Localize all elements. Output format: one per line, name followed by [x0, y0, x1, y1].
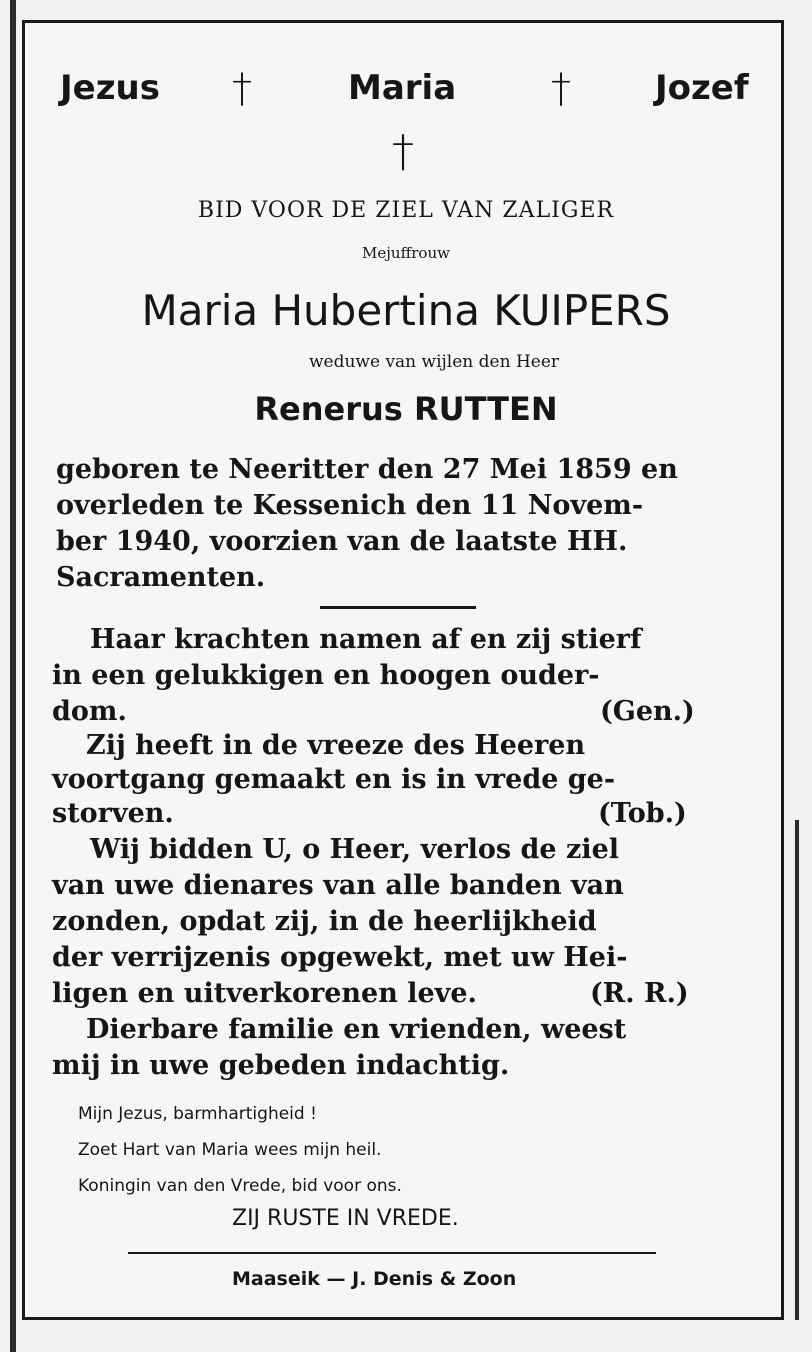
quote-line: mij in uwe gebeden indachtig.	[52, 1050, 510, 1081]
quote-line: Wij bidden U, o Heer, verlos de ziel	[90, 834, 620, 865]
quote-source: (R. R.)	[590, 978, 689, 1009]
deceased-name: Maria Hubertina KUIPERS	[141, 286, 671, 335]
biography-line: overleden te Kessenich den 11 Novem-	[56, 490, 644, 521]
spouse-name: Renerus RUTTEN	[254, 390, 558, 428]
quote-line: van uwe dienares van alle banden van	[52, 870, 624, 901]
invocation-jezus: Jezus	[60, 68, 160, 108]
closing-line: ZIJ RUSTE IN VREDE.	[232, 1206, 459, 1231]
biography-line: geboren te Neeritter den 27 Mei 1859 en	[56, 454, 678, 485]
relation-line: weduwe van wijlen den Heer	[308, 352, 560, 372]
cross-icon: †	[392, 126, 414, 177]
quote-line: storven.	[52, 798, 174, 829]
quote-line: der verrijzenis opgewekt, met uw Hei-	[52, 942, 628, 973]
quote-line: Zij heeft in de vreeze des Heeren	[86, 730, 586, 761]
invocation-jozef: Jozef	[655, 68, 749, 108]
quote-line: Haar krachten namen af en zij stierf	[90, 624, 642, 655]
invocation-maria: Maria	[348, 68, 457, 108]
cross-icon: †	[232, 66, 252, 112]
divider	[320, 606, 476, 609]
biography-line: Sacramenten.	[56, 562, 266, 593]
quote-line: ligen en uitverkorenen leve.	[52, 978, 477, 1009]
quote-source: (Gen.)	[600, 696, 695, 727]
quote-line: zonden, opdat zij, in de heerlijkheid	[52, 906, 597, 937]
quote-line: Dierbare familie en vrienden, weest	[86, 1014, 627, 1045]
title-mejuffrouw: Mejuffrouw	[362, 244, 450, 262]
prayer-line: Koningin van den Vrede, bid voor ons.	[78, 1176, 402, 1196]
footer-divider	[128, 1252, 656, 1254]
quote-source: (Tob.)	[598, 798, 687, 829]
prayer-line: Zoet Hart van Maria wees mijn heil.	[78, 1140, 382, 1160]
quote-line: voortgang gemaakt en is in vrede ge-	[52, 764, 616, 795]
printer-imprint: Maaseik — J. Denis & Zoon	[232, 1268, 517, 1290]
card-edge-right	[795, 820, 799, 1320]
prayer-request: BID VOOR DE ZIEL VAN ZALIGER	[197, 198, 615, 223]
quote-line: in een gelukkigen en hoogen ouder-	[52, 660, 600, 691]
biography-line: ber 1940, voorzien van de laatste HH.	[56, 526, 628, 557]
quote-line: dom.	[52, 696, 127, 727]
prayer-line: Mijn Jezus, barmhartigheid !	[78, 1104, 317, 1124]
cross-icon: †	[551, 66, 571, 112]
